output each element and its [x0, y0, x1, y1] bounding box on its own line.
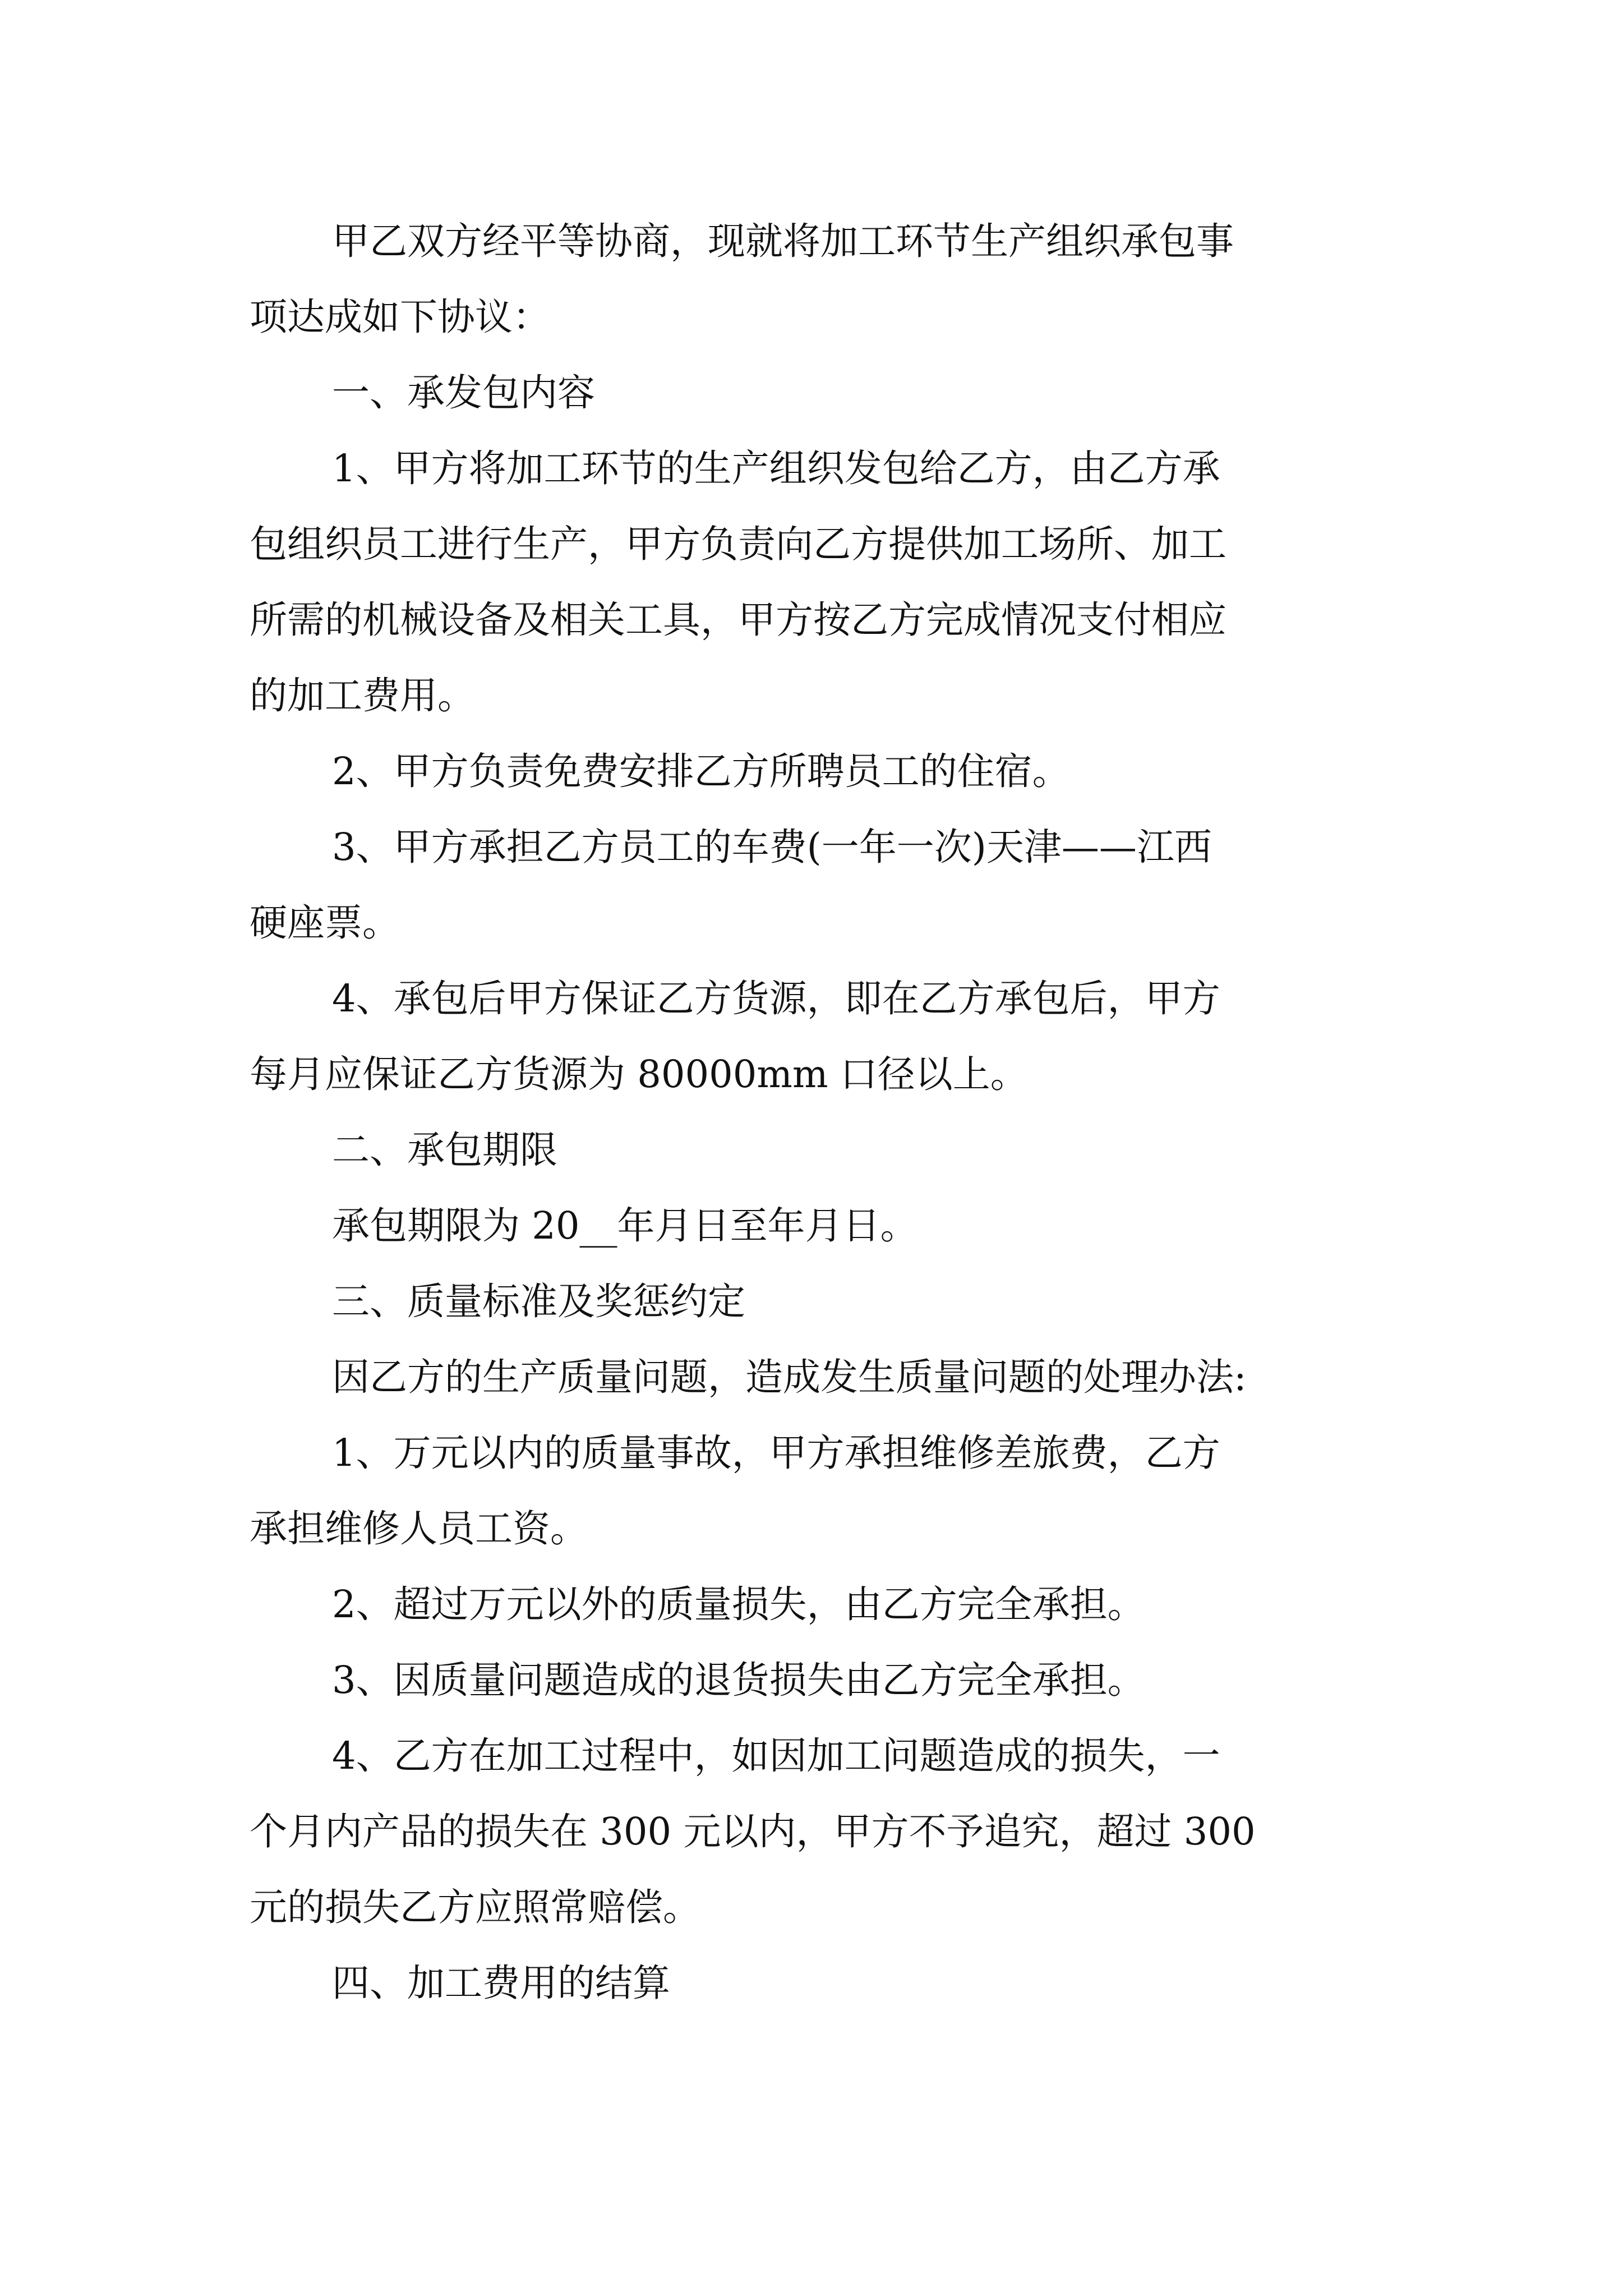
paragraph-line: 项达成如下协议：	[250, 295, 550, 339]
paragraph-line: 2、超过万元以外的质量损失，由乙方完全承担。	[332, 1582, 1145, 1626]
paragraph-line: 2、甲方负责免费安排乙方所聘员工的住宿。	[332, 749, 1070, 793]
section-heading: 四、加工费用的结算	[332, 1961, 670, 2005]
paragraph-line: 承包期限为 20__年月日至年月日。	[332, 1204, 918, 1248]
paragraph-line: 3、因质量问题造成的退货损失由乙方完全承担。	[332, 1658, 1145, 1702]
paragraph-line: 所需的机械设备及相关工具，甲方按乙方完成情况支付相应	[250, 598, 1227, 642]
paragraph-line: 甲乙双方经平等协商，现就将加工环节生产组织承包事	[332, 219, 1234, 263]
paragraph-line: 的加工费用。	[250, 674, 475, 717]
paragraph-line: 1、甲方将加工环节的生产组织发包给乙方，由乙方承	[332, 447, 1220, 490]
paragraph-line: 4、承包后甲方保证乙方货源，即在乙方承包后，甲方	[332, 977, 1220, 1020]
paragraph-line: 1、万元以内的质量事故，甲方承担维修差旅费，乙方	[332, 1431, 1220, 1475]
section-heading: 三、质量标准及奖惩约定	[332, 1280, 745, 1323]
paragraph-line: 因乙方的生产质量问题，造成发生质量问题的处理办法:	[332, 1355, 1247, 1399]
paragraph-line: 3、甲方承担乙方员工的车费(一年一次)天津——江西	[332, 825, 1212, 869]
paragraph-line: 每月应保证乙方货源为 80000mm 口径以上。	[250, 1052, 1028, 1096]
section-heading: 二、承包期限	[332, 1128, 557, 1172]
paragraph-line: 4、乙方在加工过程中，如因加工问题造成的损失，一	[332, 1734, 1220, 1778]
section-heading: 一、承发包内容	[332, 371, 595, 415]
paragraph-line: 硬座票。	[250, 901, 400, 945]
paragraph-line: 承担维修人员工资。	[250, 1507, 588, 1550]
paragraph-line: 元的损失乙方应照常赔偿。	[250, 1885, 700, 1929]
paragraph-line: 个月内产品的损失在 300 元以内，甲方不予追究，超过 300	[250, 1810, 1256, 1853]
paragraph-line: 包组织员工进行生产，甲方负责向乙方提供加工场所、加工	[250, 522, 1227, 566]
